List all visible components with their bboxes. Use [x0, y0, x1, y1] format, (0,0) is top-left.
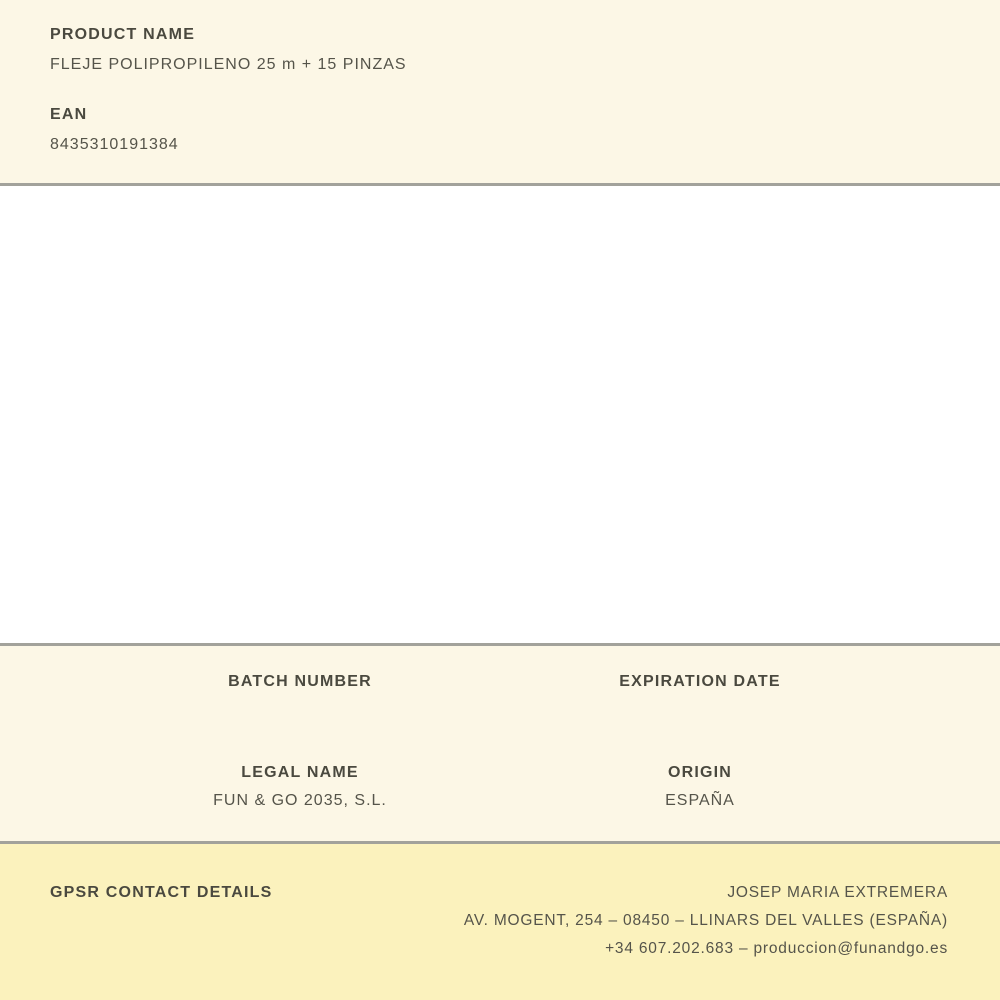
details-section: [0, 646, 1000, 844]
product-name-value: FLEJE POLIPROPILENO 25 m + 15 PINZAS: [50, 56, 407, 73]
gpsr-contact-address: AV. MOGENT, 254 – 08450 – LLINARS DEL VALLES (ESPAÑA): [463, 912, 948, 929]
origin-field: [500, 764, 900, 810]
expiration-date-label: EXPIRATION DATE: [619, 673, 781, 690]
product-header-section: [0, 0, 1000, 186]
legal-origin-row: [100, 764, 900, 810]
ean-field: [50, 106, 950, 154]
expiration-date-value: [500, 703, 900, 721]
gpsr-title: GPSR CONTACT DETAILS: [50, 884, 273, 901]
batch-number-label: BATCH NUMBER: [228, 673, 372, 690]
expiration-date-field: [500, 673, 900, 721]
gpsr-contact-block: [464, 884, 948, 1000]
batch-expiration-row: [100, 673, 900, 721]
product-name-field: [50, 26, 950, 74]
product-image-area: [0, 186, 1000, 646]
legal-name-field: [100, 764, 500, 810]
legal-name-label: LEGAL NAME: [241, 764, 359, 781]
gpsr-contact-name: JOSEP MARIA EXTREMERA: [727, 884, 948, 901]
gpsr-contact-phone-email: +34 607.202.683 – produccion@funandgo.es: [605, 940, 948, 957]
product-name-label: PRODUCT NAME: [50, 26, 196, 43]
origin-value: ESPAÑA: [665, 792, 735, 809]
legal-name-value: FUN & GO 2035, S.L.: [213, 792, 387, 809]
ean-value: 8435310191384: [50, 136, 179, 153]
origin-label: ORIGIN: [667, 764, 733, 781]
ean-label: EAN: [50, 106, 88, 123]
batch-number-field: [100, 673, 500, 721]
batch-number-value: [100, 703, 500, 721]
gpsr-footer-section: [0, 844, 1000, 1000]
